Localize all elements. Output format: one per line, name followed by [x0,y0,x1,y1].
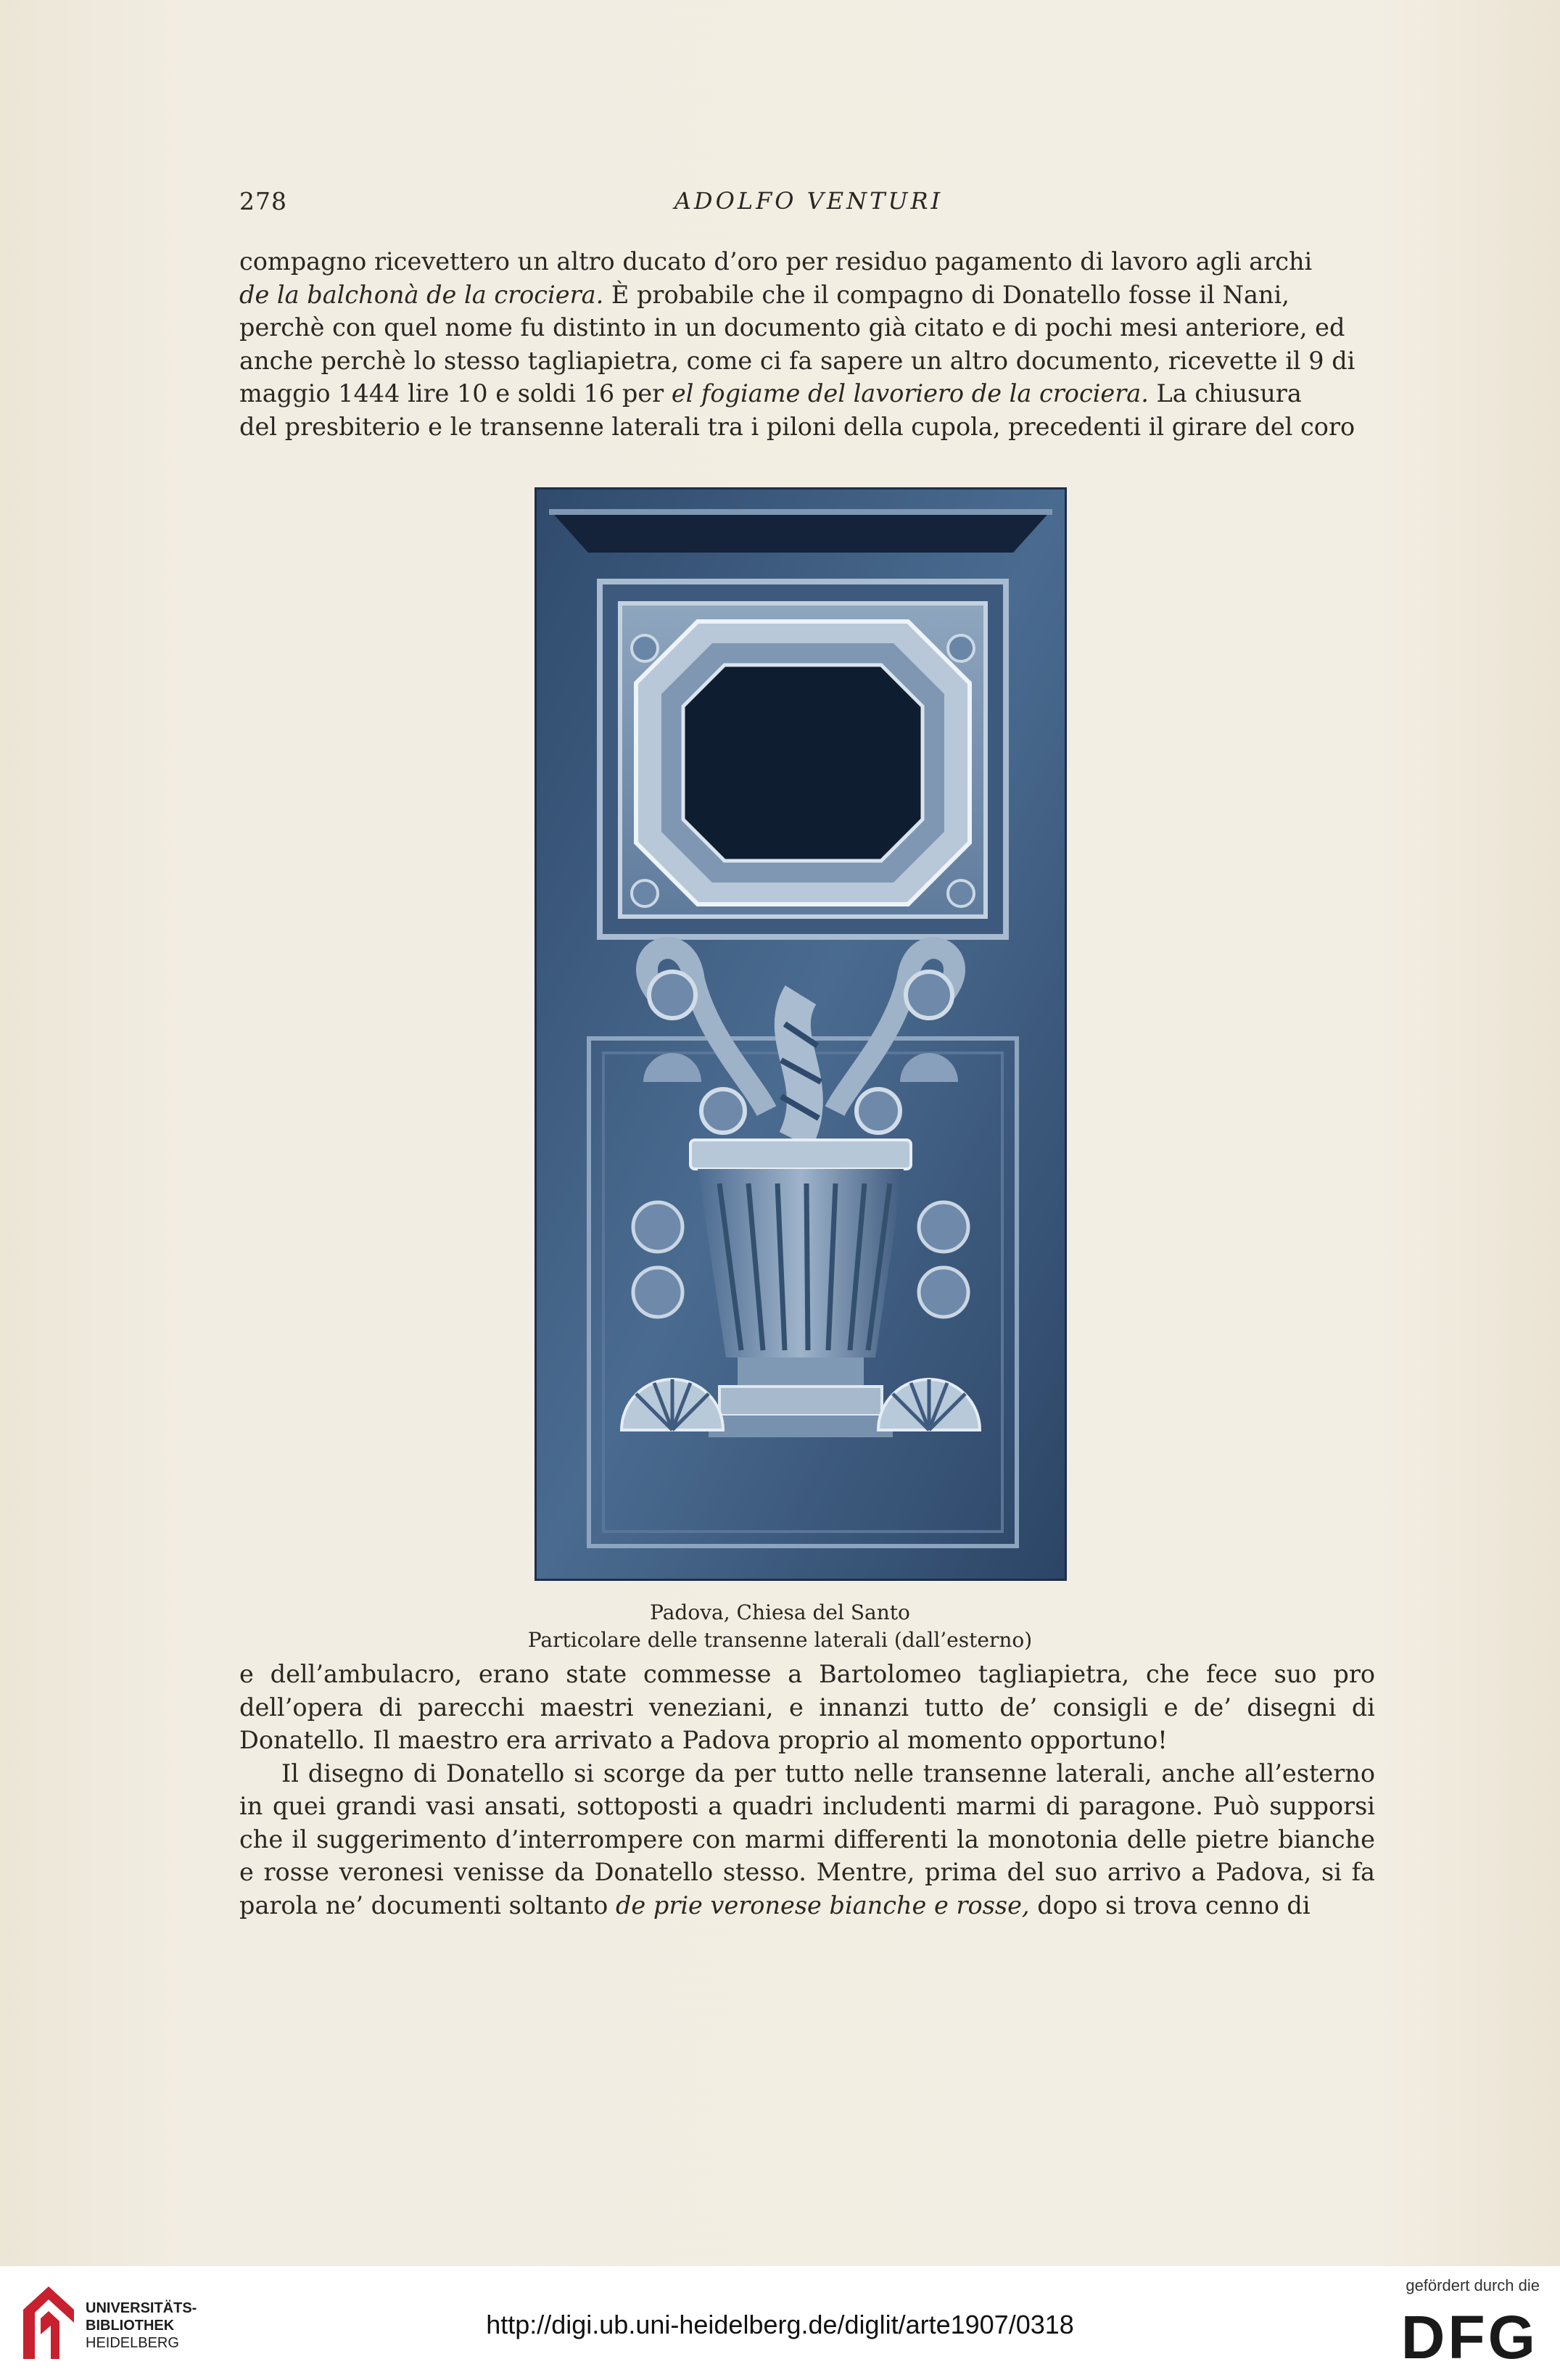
library-name-line: UNIVERSITÄTS- [86,2300,197,2316]
body-text-top [239,245,1375,443]
text-span: maggio 1444 lire 10 e soldi 16 per [239,379,672,408]
italic-quote: el fogiame del lavoriero de la crociera. [671,379,1149,408]
funding-note: gefördert durch die [1406,2276,1540,2294]
dfg-logo[interactable]: DFG [1400,2303,1538,2371]
page-header [239,187,1378,219]
page-number: 278 [239,187,287,215]
text-line [239,278,1375,312]
text-line: anche perchè lo stesso tagliapietra, come ci fa sapere un altro documento, ricevette il 9 di [239,346,1355,375]
text-span: Il disegno di Donatello si scorge da per tutto nelle transenne laterali, anche all’esterno in quei grandi vasi ansati, sottoposti a quadri includenti marmi di paragone. Può supporsi che il suggerimento d’interrompere con marmi differenti la monotonia delle pietre bianche e rosse veronesi venisse da Donatello stesso. Mentre, prima del suo arrivo a Padova, si fa parola ne’ documenti soltanto [239,1759,1375,1920]
italic-quote: de la balchonà de la crociera. [239,280,604,309]
permalink-url[interactable]: http://digi.ub.uni-heidelberg.de/diglit/arte1907/0318 [486,2310,1074,2339]
text-span: È probabile che il compagno di Donatello fosse il Nani, [603,280,1289,309]
text-span: dopo si trova cenno di [1029,1891,1311,1920]
library-name-line: HEIDELBERG [86,2335,179,2351]
text-line: perchè con quel nome fu distinto in un documento già citato e di pochi mesi anteriore, ed [239,313,1345,342]
text-line: del presbiterio e le transenne laterali tra i piloni della cupola, precedenti il girare del coro [239,412,1355,441]
paragraph: e dell’ambulacro, erano state commesse a Bartolomeo tagliapietra, che fece suo pro dell’opera di parecchi maestri veneziani, e innanzi tutto de’ consigli e de’ disegni di Donatello. Il maestro era arrivato a Padova proprio al momento opportuno! [239,1660,1375,1754]
library-name-line: BIBLIOTHEK [86,2318,175,2334]
text-span: La chiusura [1148,379,1302,408]
running-title: ADOLFO VENTURI [674,187,944,215]
transenna-relief-image [535,487,1067,1581]
italic-quote: de prie veronese bianche e rosse, [615,1891,1030,1920]
digitization-footer [0,2266,1560,2380]
plate-illustration [535,487,1067,1581]
paragraph [239,1757,1375,1922]
text-line: compagno ricevettero un altro ducato d’oro per residuo pagamento di lavoro agli archi [239,247,1313,276]
figure-caption-title: Padova, Chiesa del Santo [650,1600,910,1624]
text-line [239,377,1375,410]
body-text-bottom [239,1658,1375,1922]
figure-caption-subtitle: Particolare delle transenne laterali (dall’esterno) [527,1628,1033,1652]
